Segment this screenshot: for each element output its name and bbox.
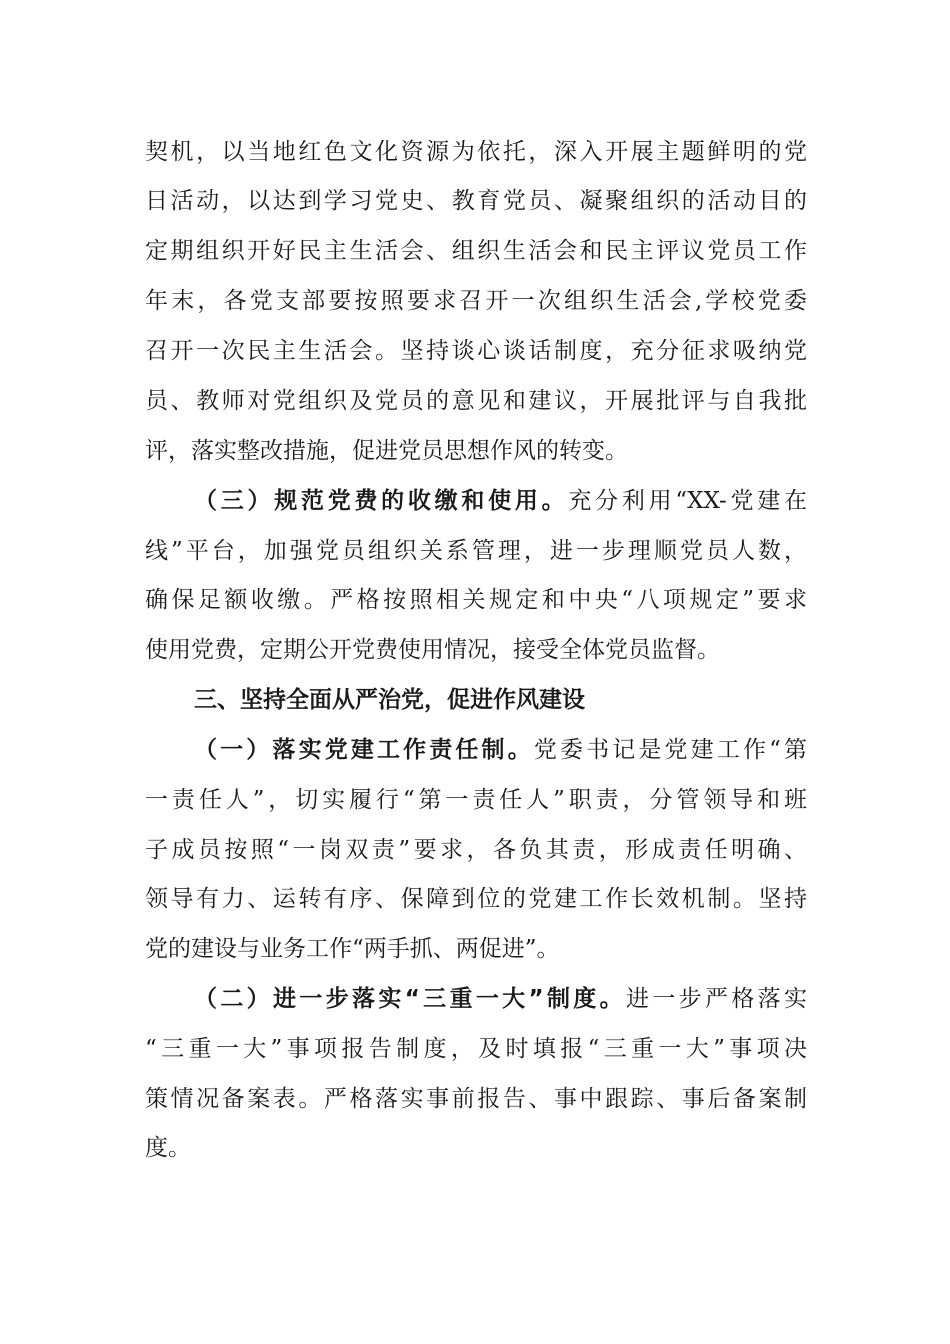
body-text-line: 领导有力、运转有序、保障到位的党建工作长效机制。坚持: [145, 886, 807, 912]
paragraph-first-line-text: 充分利用“XX-党建在: [568, 488, 807, 514]
body-text-line: 度。: [145, 1135, 191, 1161]
paragraph-lead-heading: （一）落实党建工作责任制。: [194, 737, 534, 763]
body-text-line: 一责任人”，切实履行“第一责任人”职责，分管领导和班: [145, 787, 807, 813]
body-text-line: 年末，各党支部要按照要求召开一次组织生活会,学校党委: [145, 288, 807, 314]
paragraph-first-line-text: 进一步严格落实: [625, 986, 807, 1012]
body-text-line: 定期组织开好民主生活会、组织生活会和民主评议党员工作: [145, 238, 807, 264]
paragraph-first-line: [194, 486, 807, 516]
body-text-line: 日活动，以达到学习党史、教育党员、凝聚组织的活动目的: [145, 188, 807, 214]
body-text-line: 策情况备案表。严格落实事前报告、事中跟踪、事后备案制: [145, 1086, 807, 1112]
body-text-line: 评，落实整改措施，促进党员思想作风的转变。: [145, 438, 628, 464]
body-text-line: 确保足额收缴。严格按照相关规定和中央“八项规定”要求: [145, 587, 807, 613]
paragraph-first-line-text: 党委书记是党建工作“第: [533, 737, 807, 763]
body-text-line: 契机，以当地红色文化资源为依托，深入开展主题鲜明的党: [145, 139, 807, 165]
body-text-line: “三重一大”事项报告制度，及时填报“三重一大”事项决: [145, 1036, 807, 1062]
body-text-line: 使用党费，定期公开党费使用情况，接受全体党员监督。: [145, 637, 720, 663]
paragraph-lead-heading: （三）规范党费的收缴和使用。: [194, 488, 569, 514]
body-text-line: 子成员按照“一岗双责”要求，各负其责，形成责任明确、: [145, 837, 807, 863]
paragraph-first-line: [194, 735, 807, 765]
body-text-line: 线”平台，加强党员组织关系管理，进一步理顺党员人数，: [145, 538, 807, 564]
body-text-line: 召开一次民主生活会。坚持谈心谈话制度，充分征求吸纳党: [145, 338, 807, 364]
body-text-line: 党的建设与业务工作“两手抓、两促进”。: [145, 936, 560, 962]
body-text-line: 员、教师对党组织及党员的意见和建议，开展批评与自我批: [145, 388, 807, 414]
section-heading: 三、坚持全面从严治党，促进作风建设: [194, 687, 585, 713]
paragraph-first-line: [194, 984, 807, 1014]
paragraph-lead-heading: （二）进一步落实“三重一大”制度。: [194, 986, 626, 1012]
